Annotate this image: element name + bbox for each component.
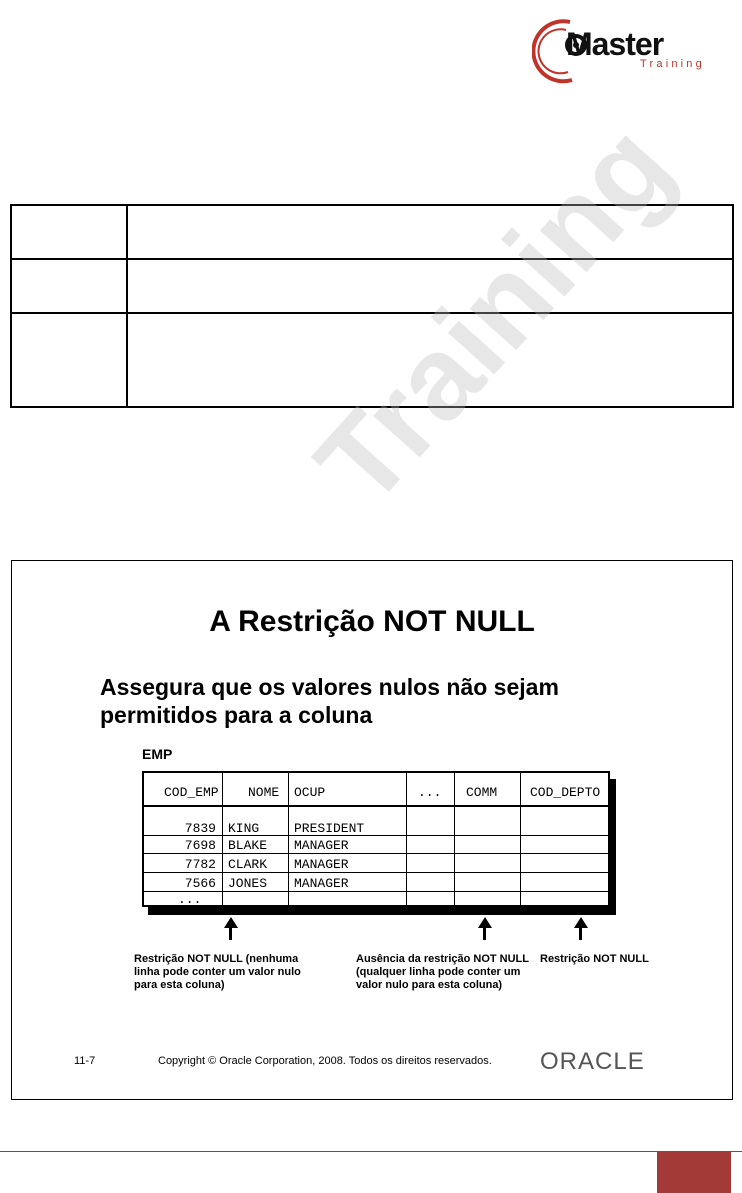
col-header-cod-emp: COD_EMP <box>164 785 219 800</box>
cell-cod-emp: 7566 <box>184 876 216 891</box>
oracle-logo: ORACLE <box>540 1048 645 1075</box>
col-header-comm: COMM <box>466 785 498 800</box>
slide-subtitle: Assegura que os valores nulos não sejam permitidos para a coluna <box>100 674 559 728</box>
cell-nome: KING <box>228 821 260 836</box>
watermark: Training <box>291 100 697 530</box>
cell-nome: BLAKE <box>228 838 268 853</box>
cell-nome: CLARK <box>228 857 268 872</box>
arrow-up-icon <box>478 917 492 928</box>
slide-title: A Restrição NOT NULL <box>209 605 535 638</box>
copyright: Copyright © Oracle Corporation, 2008. Todos os direitos reservados. <box>158 1055 492 1067</box>
cell-ocup: PRESIDENT <box>294 821 365 836</box>
cell-cod-emp: 7839 <box>184 821 216 836</box>
table-label: EMP <box>142 746 173 762</box>
cell-nome: JONES <box>228 876 268 891</box>
logo-subtext: Training <box>640 58 705 70</box>
col-header-cod-depto: COD_DEPTO <box>530 785 601 800</box>
cell-ocup: MANAGER <box>294 876 349 891</box>
cell-cod-emp: 7782 <box>184 857 216 872</box>
note-not-null-right: Restrição NOT NULL <box>540 953 649 965</box>
cell-ocup: MANAGER <box>294 838 349 853</box>
cell-ocup: MANAGER <box>294 857 349 872</box>
col-header-nome: NOME <box>248 785 280 800</box>
arrow-up-icon <box>574 917 588 928</box>
arrow-stem <box>229 928 232 940</box>
page-number-box <box>657 1151 731 1193</box>
slide-image <box>11 560 733 1100</box>
arrow-stem <box>483 928 486 940</box>
cell-cod-emp: 7698 <box>184 838 216 853</box>
col-header-ocup: OCUP <box>294 785 326 800</box>
col-header-dots: ... <box>418 785 442 800</box>
slide-number: 11-7 <box>74 1055 96 1067</box>
arrow-stem <box>579 928 582 940</box>
emp-table <box>142 771 610 907</box>
logo-text: Master <box>566 26 664 62</box>
note-no-constraint: Ausência da restrição NOT NULL (qualquer linha pode conter um valor nulo para esta coluna) <box>356 953 529 991</box>
footer-rule <box>0 1151 742 1152</box>
note-not-null-left: Restrição NOT NULL (nenhuma linha pode conter um valor nulo para esta coluna) <box>134 953 301 991</box>
cell-ellipsis: ... <box>178 892 202 907</box>
arrow-up-icon <box>224 917 238 928</box>
